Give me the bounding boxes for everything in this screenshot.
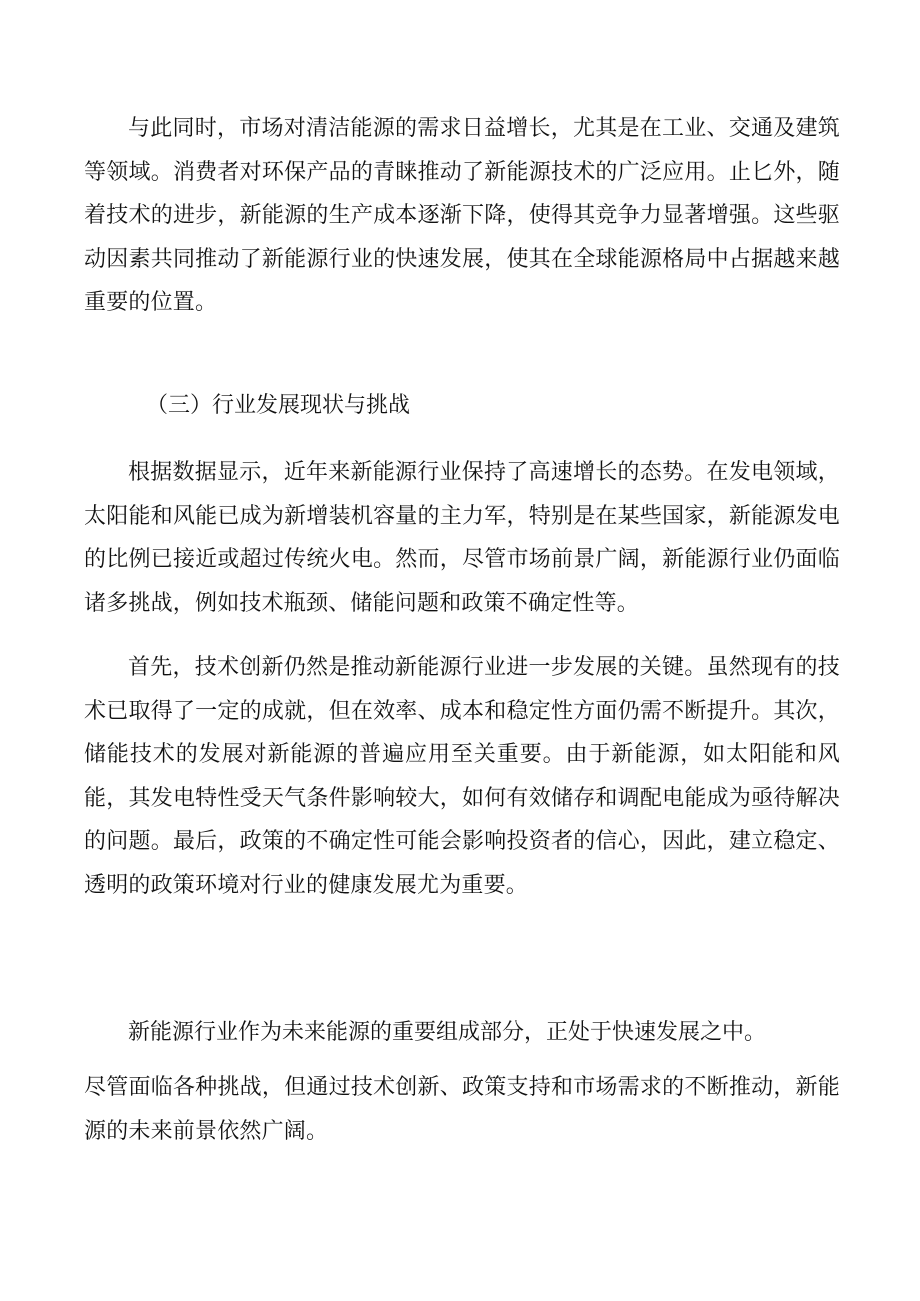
- paragraph-challenges: 首先，技术创新仍然是推动新能源行业进一步发展的关键。虽然现有的技术已取得了一定的成就，但在效率、成本和稳定性方面仍需不断提升。其次，储能技术的发展对新能源的普遍应用至关重要。由于新能源，如太阳能和风能，其发电特性受天气条件影响较大，如何有效储存和调配电能成为亟待解决的问题。最后，政策的不确定性可能会影响投资者的信心，因此，建立稳定、透明的政策环境对行业的健康发展尤为重要。: [84, 655, 840, 898]
- paragraph-industry-status: 根据数据显示，近年来新能源行业保持了高速增长的态势。在发电领域，太阳能和风能已成为新增装机容量的主力军，特别是在某些国家，新能源发电的比例已接近或超过传统火电。然而，尽管市场前景广阔，新能源行业仍面临诸多挑战，例如技术瓶颈、储能问题和政策不确定性等。: [84, 460, 840, 616]
- paragraph-conclusion-rest: 尽管面临各种挑战，但通过技术创新、政策支持和市场需求的不断推动，新能源的未来前景依然广阔。: [84, 1075, 840, 1144]
- section-heading: （三）行业发展现状与挑战: [146, 393, 411, 418]
- paragraph-conclusion-first-line: 新能源行业作为未来能源的重要组成部分，正处于快速发展之中。: [128, 1020, 767, 1045]
- paragraph-market-demand: 与此同时，市场对清洁能源的需求日益增长，尤其是在工业、交通及建筑等领域。消费者对环保产品的青睐推动了新能源技术的广泛应用。止匕外，随着技术的进步，新能源的生产成本逐渐下降，使得其竞争力显著增强。这些驱动因素共同推动了新能源行业的快速发展，使其在全球能源格局中占据越来越重要的位置。: [84, 116, 840, 315]
